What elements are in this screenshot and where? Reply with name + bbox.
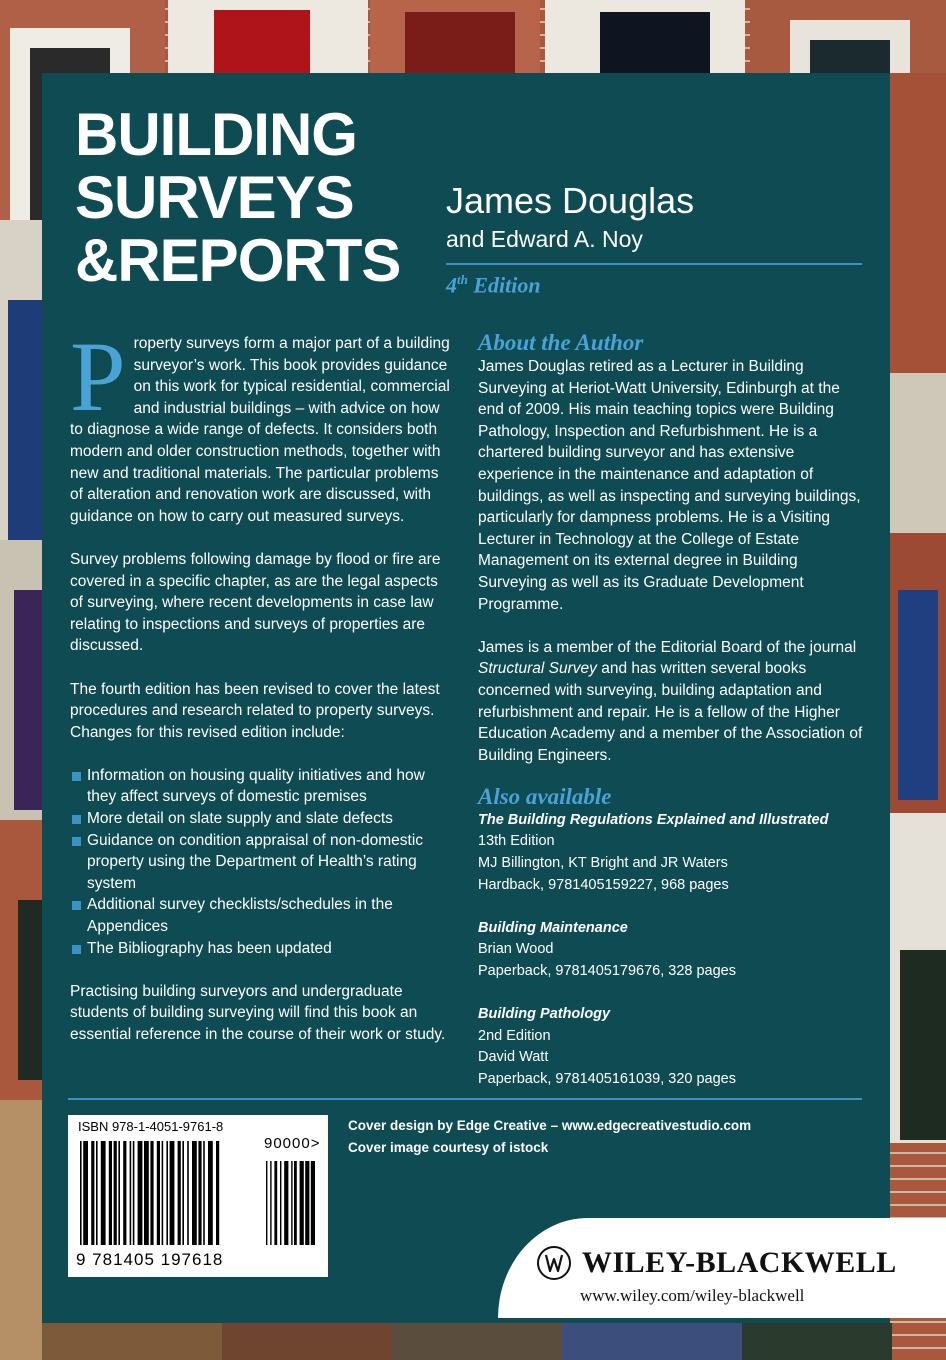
edition-word: Edition bbox=[473, 272, 541, 298]
book-title bbox=[75, 103, 400, 292]
barcode-bar bbox=[101, 1141, 106, 1245]
barcode-icon bbox=[80, 1141, 316, 1251]
barcode-addon-bar bbox=[311, 1161, 315, 1245]
coauthor-name: and Edward A. Noy bbox=[446, 226, 643, 252]
edition-number: 4 bbox=[446, 272, 457, 298]
also-available-heading: Also available bbox=[478, 783, 612, 809]
edition-label bbox=[446, 272, 541, 298]
related-book-detail: Paperback, 9781405179676, 328 pages bbox=[478, 963, 736, 980]
wiley-mark-icon bbox=[536, 1245, 572, 1281]
blurb-paragraph-3: The fourth edition has been revised to cover the latest procedures and research related to property surveys. Changes for this revised edition include: bbox=[70, 680, 440, 741]
list-item: More detail on slate supply and slate defects bbox=[70, 808, 455, 830]
title-divider bbox=[446, 263, 862, 265]
barcode-number: 9 781405 197618 bbox=[76, 1250, 224, 1269]
edition-suffix: th bbox=[457, 272, 468, 287]
blurb-paragraph-2: Survey problems following damage by flood or fire are covered in a specific chapter, as are the legal aspects of surveying, where recent developments in case law relating to inspections and surveys of properties are discussed. bbox=[70, 550, 441, 655]
related-book-title: The Building Regulations Explained and Illustrated bbox=[478, 811, 829, 828]
barcode-addon-bar bbox=[284, 1161, 288, 1245]
title-line-1: BUILDING bbox=[75, 101, 357, 168]
related-book-detail: David Watt bbox=[478, 1049, 549, 1066]
drop-cap: P bbox=[70, 321, 126, 432]
list-item: Information on housing quality initiatives and how they affect surveys of domestic premises bbox=[70, 765, 455, 808]
barcode-bar bbox=[144, 1141, 149, 1245]
barcode-addon-bar bbox=[300, 1161, 304, 1245]
list-item: Additional survey checklists/schedules in the Appendices bbox=[70, 894, 455, 937]
about-p2-end: and has written several books concerned with surveying, building adaptation and refurbishment and repair. He is a fellow of the Higher Education Academy and a member of the Association of Building Engineers. bbox=[478, 660, 863, 764]
barcode-addon-bar bbox=[305, 1161, 309, 1245]
design-credit: Cover design by Edge Creative – www.edgecreativestudio.com bbox=[348, 1118, 752, 1133]
blurb-paragraph-4: Practising building surveyors and undergraduate students of building surveying will find this book an essential reference in the course of their work or study. bbox=[70, 982, 446, 1043]
barcode-bar bbox=[130, 1141, 132, 1245]
related-book-detail: Hardback, 9781405159227, 968 pages bbox=[478, 876, 729, 893]
barcode-addon-bar bbox=[291, 1161, 292, 1245]
title-line-2: SURVEYS bbox=[75, 164, 354, 231]
footer-divider bbox=[68, 1098, 862, 1100]
related-book-detail: 2nd Edition bbox=[478, 1027, 551, 1044]
related-book bbox=[478, 810, 868, 896]
barcode-bar bbox=[83, 1141, 88, 1245]
barcode-addon-bar bbox=[274, 1161, 277, 1245]
barcode-addon: 90000> bbox=[264, 1135, 321, 1152]
about-p2-start: James is a member of the Editorial Board of the journal bbox=[478, 638, 857, 656]
list-item: The Bibliography has been updated bbox=[70, 938, 455, 960]
barcode-bar bbox=[91, 1141, 94, 1245]
title-line-3: &REPORTS bbox=[75, 227, 401, 294]
barcode-bar bbox=[114, 1141, 117, 1245]
journal-title: Structural Survey bbox=[478, 660, 597, 678]
publisher-name: WILEY-BLACKWELL bbox=[582, 1246, 897, 1279]
barcode-bar bbox=[118, 1141, 120, 1245]
related-book-detail: Brian Wood bbox=[478, 941, 554, 958]
barcode-bar bbox=[178, 1141, 181, 1245]
image-credit: Cover image courtesy of istock bbox=[348, 1140, 549, 1155]
isbn-label: ISBN 978-1-4051-9761-8 bbox=[78, 1119, 224, 1134]
barcode-addon-bar bbox=[266, 1161, 267, 1245]
barcode-bar bbox=[157, 1141, 160, 1245]
about-paragraph-2 bbox=[478, 637, 868, 767]
barcode-bar bbox=[123, 1141, 126, 1245]
barcode-bar bbox=[150, 1141, 153, 1245]
author-column bbox=[478, 330, 868, 1112]
barcode-bar bbox=[216, 1141, 219, 1245]
related-book-title: Building Pathology bbox=[478, 1006, 611, 1023]
barcode-panel bbox=[68, 1115, 328, 1277]
barcode-bar bbox=[138, 1141, 143, 1245]
barcode-addon-bar bbox=[294, 1161, 297, 1245]
barcode-bar bbox=[166, 1141, 168, 1245]
related-book bbox=[478, 918, 868, 983]
barcode-addon-bar bbox=[270, 1161, 271, 1245]
cover-credits bbox=[348, 1115, 751, 1159]
related-book-detail: Paperback, 9781405161039, 320 pages bbox=[478, 1071, 736, 1087]
publisher-url: www.wiley.com/wiley-blackwell bbox=[580, 1286, 805, 1305]
barcode-bar bbox=[109, 1141, 112, 1245]
barcode-bar bbox=[170, 1141, 175, 1245]
barcode-bar bbox=[96, 1141, 98, 1245]
related-book-title: Building Maintenance bbox=[478, 919, 628, 936]
list-item: Guidance on condition appraisal of non-domestic property using the Department of Health’s rating system bbox=[70, 830, 455, 895]
blurb-column bbox=[70, 321, 455, 1067]
barcode-bar bbox=[80, 1141, 82, 1245]
about-paragraph-1: James Douglas retired as a Lecturer in Building Surveying at Heriot-Watt University, Edinburgh at the end of 2009. His main teaching topics were Building Pathology, Inspection and Refurbishment. He is a chartered building surveyor and has extensive experience in the maintenance and adaptation of buildings, as well as inspecting and surveying buildings, particularly for dampness problems. He is a Visiting Lecturer in Technology at the College of Estate Management on its external degree in Building Surveying as well as its Graduate Development Programme. bbox=[478, 358, 861, 613]
blurb-paragraph-1 bbox=[70, 321, 455, 527]
barcode-bar bbox=[182, 1141, 184, 1245]
barcode-bar bbox=[162, 1141, 164, 1245]
barcode-addon-bar bbox=[280, 1161, 281, 1245]
barcode-bar bbox=[198, 1141, 201, 1245]
related-book-detail: MJ Billington, KT Bright and JR Waters bbox=[478, 855, 728, 872]
barcode-bar bbox=[192, 1141, 197, 1245]
barcode-bar bbox=[187, 1141, 189, 1245]
changes-list bbox=[70, 765, 455, 959]
author-name: James Douglas bbox=[446, 180, 695, 221]
related-book bbox=[478, 1004, 868, 1090]
related-book-detail: 13th Edition bbox=[478, 833, 555, 850]
barcode-bar bbox=[208, 1141, 213, 1245]
barcode-bar bbox=[203, 1141, 205, 1245]
about-author-heading: About the Author bbox=[478, 330, 644, 355]
barcode-bar bbox=[133, 1141, 135, 1245]
blurb-paragraph-1-text: roperty surveys form a major part of a building surveyor’s work. This book provides guidance on this work for typical residential, commercial and industrial buildings – with advice on how to diagnose a wide range of defects. It considers both modern and older construction methods, together with new and traditional materials. The particular problems of alteration and renovation work are discussed, with guidance on how to carry out measured surveys. bbox=[70, 335, 450, 525]
